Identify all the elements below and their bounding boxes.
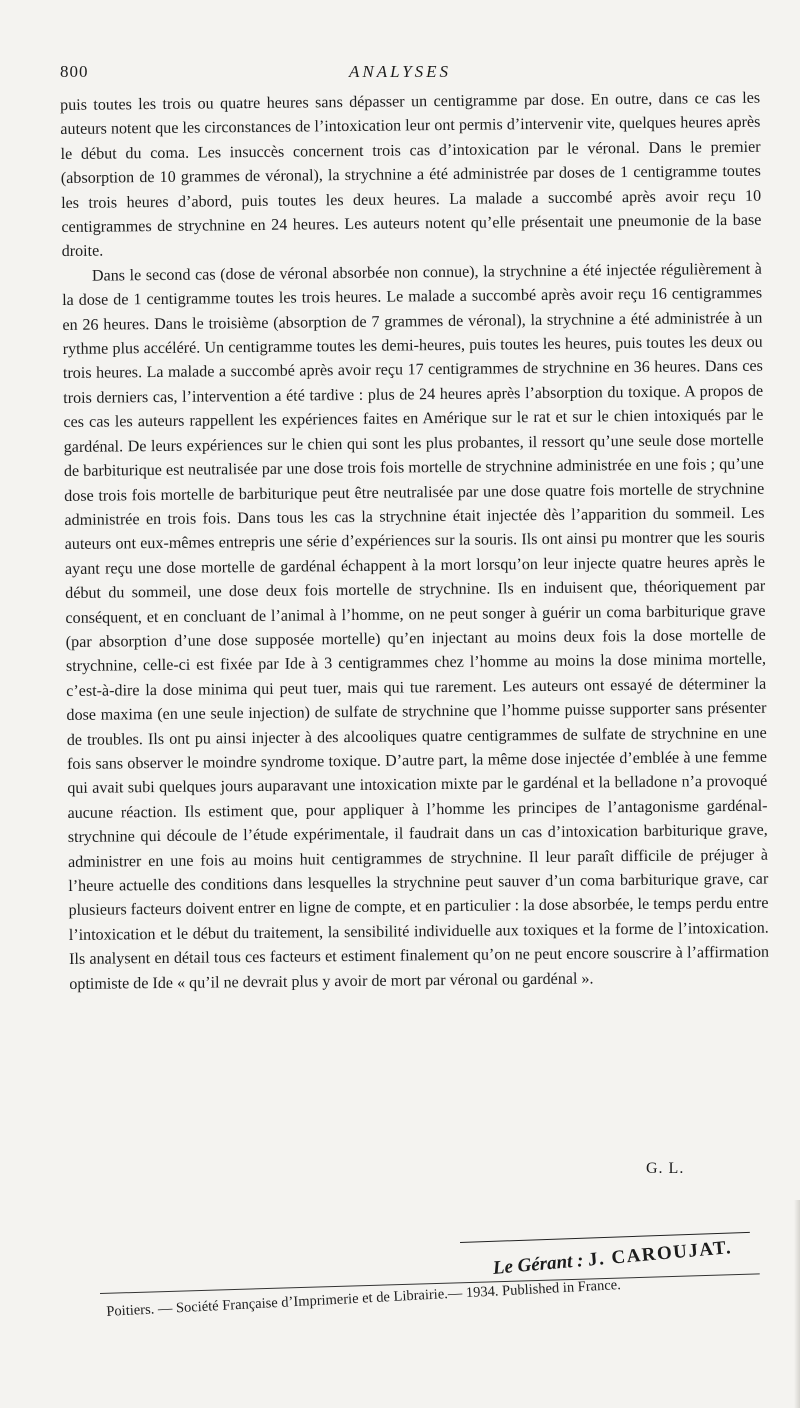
gerant-line <box>492 1237 733 1280</box>
paragraph-2: Dans le second cas (dose de véronal absorbée non connue), la strychnine a été injectée régulièrement à la dose de 1 centigramme toutes les trois heures. Le malade a succombé après avoir reçu 16 centigrammes en 26 heures. Dans le troisième (absorption de 7 grammes de véronal), la strychnine a été administrée à un rythme plus accéléré. Un centigramme toutes les demi-heures, puis toutes les heures, puis toutes les deux ou trois heures. La malade a succombé après avoir reçu 17 centigrammes de strychnine en 36 heures. Dans ces trois derniers cas, l’intervention a été tardive : plus de 24 heures après l’absorption du toxique. A propos de ces cas les auteurs rappellent les expériences faites en Amérique sur le rat et sur le chien intoxiqués par le gardénal. De leurs expériences sur le chien qui sont les plus probantes, il ressort qu’une seule dose mortelle de barbiturique est neutralisée par une dose trois fois mortelle de strychnine administrée en une fois ; qu’une dose trois fois mortelle de barbiturique peut être neutralisée par une dose quatre fois mortelle de strychnine administrée en trois fois. Dans tous les cas la strychnine était injectée dès l’apparition du sommeil. Les auteurs ont eux-mêmes entrepris une série d’expériences sur la souris. Ils ont ainsi pu montrer que les souris ayant reçu une dose mortelle de gardénal échappent à la mort lorsqu’on leur injecte quatre heures après le début du sommeil, une dose deux fois mortelle de strychnine. Ils en induisent que, théoriquement par conséquent, et en concluant de l’animal à l’homme, on ne peut songer à guérir un coma barbiturique grave (par absorption d’une dose supposée mortelle) qu’en injectant au moins deux fois la dose mortelle de strychnine, celle-ci est fixée par Ide à 3 centigrammes chez l’homme au moins la dose minima mortelle, c’est-à-dire la dose minima qui peut tuer, mais qui tue rarement. Les auteurs ont essayé de déterminer la dose maxima (en une seule injection) de sulfate de strychnine que l’homme puisse supporter sans présenter de troubles. Ils ont pu ainsi injecter à des alcooliques quatre centigrammes de sulfate de strychnine en une fois sans observer le moindre syndrome toxique. D’autre part, la même dose injectée d’emblée à une femme qui avait subi quelques jours auparavant une intoxication mixte par le gardénal et la belladone n’a provoqué aucune réaction. Ils estiment que, pour appliquer à l’homme les principes de l’antagonisme gardénal-strychnine qui découle de l’étude expérimentale, il faudrait dans un cas d’intoxication barbiturique grave, administrer en une fois au moins huit centigrammes de strychnine. Il leur paraît difficile de préjuger à l’heure actuelle des conditions dans lesquelles la strychnine peut sauver d’un coma barbiturique grave, car plusieurs facteurs doivent entrer en ligne de compte, et en particulier : la dose absorbée, le temps perdu entre l’intoxication et le début du traitement, la sensibilité individuelle aux toxiques et la forme de l’intoxication. Ils analysent en détail tous ces facteurs et estiment finalement qu’on ne peut encore souscrire à l’affirmation optimiste de Ide « qu’il ne devrait plus y avoir de mort par véronal ou gardénal ». <box>62 260 770 993</box>
running-header <box>60 62 740 90</box>
paragraph-1: puis toutes les trois ou quatre heures sans dépasser un centigramme par dose. En outre, dans ce cas les auteurs notent que les circonstances de l’intoxication leur ont permis d’intervenir vite, quelques heures après le début du coma. Les insuccès concernent trois cas d’intoxication par le véronal. Dans le premier (absorption de 10 grammes de véronal), la strychnine a été administrée par doses de 1 centigramme toutes les trois heures d’abord, puis toutes les deux heures. La malade a succombé après avoir reçu 10 centigrammes de strychnine en 24 heures. Les auteurs notent qu’elle présentait une pneumonie de la base droite. <box>60 89 762 261</box>
article-body <box>60 87 769 997</box>
gerant-name: J. CAROUJAT. <box>587 1237 733 1271</box>
header-title: ANALYSES <box>348 62 452 81</box>
page-number: 800 <box>60 62 89 81</box>
page-spine-shadow <box>794 1200 800 1408</box>
gerant-label: Le Gérant : <box>492 1250 585 1279</box>
printer-imprint: Poitiers. — Société Française d’Imprimerie et de Librairie.— 1934. Published in France. <box>106 1277 622 1320</box>
author-signature: G. L. <box>646 1160 685 1177</box>
